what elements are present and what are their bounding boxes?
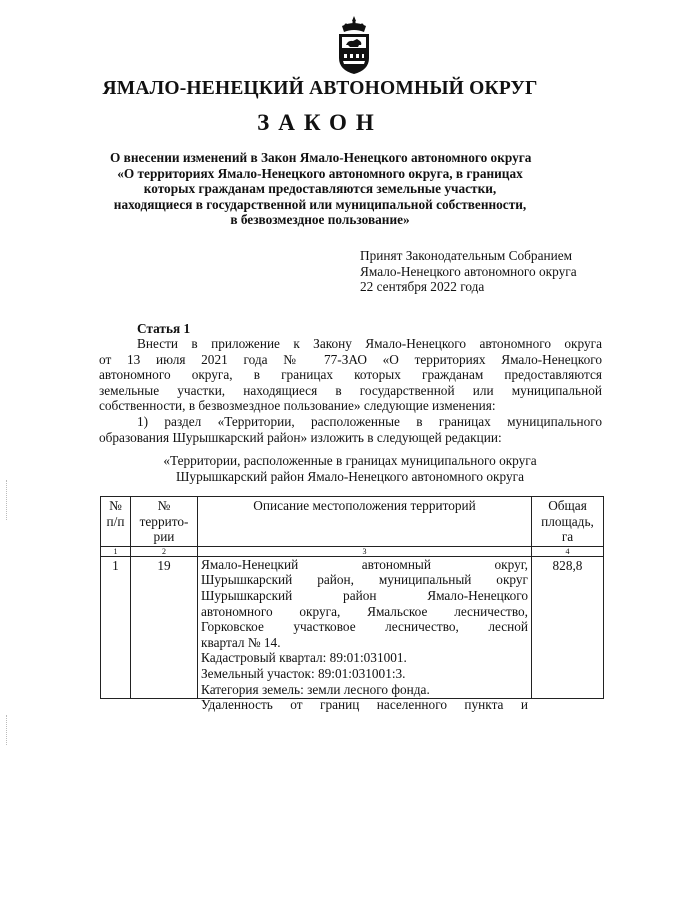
body-line: 1) раздел «Территории, расположенные в границах муниципального [137,413,602,429]
territories-table [100,496,604,713]
column-number: 3 [198,546,532,556]
caption-line: «Территории, расположенные в границах муниципального округа [163,453,537,468]
header-cell: № террито- рии [131,497,198,547]
law-subject [110,150,530,228]
subject-line: О внесении изменений в Закон Ямало-Ненецкого автономного округа [110,150,532,165]
column-number: 1 [101,546,131,556]
header-cell: Общая площадь, га [532,497,604,547]
body-line: автономного округа, в границах которых гражданам предоставляются [99,367,602,383]
body-line: собственности, в безвозмездное пользование» следующие изменения: [99,398,496,414]
scan-margin-mark [6,480,9,520]
header-cell: Описание местоположения территорий [198,497,532,547]
table-caption [0,453,700,484]
column-number: 2 [131,546,198,556]
territory-area: 828,8 [532,556,604,698]
subject-line: которых гражданам предоставляются земельные участки, [143,181,497,196]
scan-margin-mark [6,715,9,745]
column-number-row [101,546,604,556]
column-number: 4 [532,546,604,556]
body-line: от 13 июля 2021 года № 77-ЗАО «О территориях Ямало-Ненецкого [99,351,602,367]
adoption-line: Принят Законодательным Собранием [360,248,573,263]
article-body [99,336,602,445]
law-title: ЗАКОН [257,110,383,135]
adoption-note [360,248,577,295]
header-cell: № п/п [101,497,131,547]
row-number: 1 [101,556,131,698]
region-title: ЯМАЛО-НЕНЕЦКИЙ АВТОНОМНЫЙ ОКРУГ [102,78,538,99]
body-line: земельные участки, находящиеся в государственной или муниципальной [99,382,602,398]
adoption-date: 22 сентября 2022 года [360,279,485,294]
table-header-row [101,497,604,547]
article-title: Статья 1 [137,321,191,336]
territory-number: 19 [131,556,198,698]
subject-line: в безвозмездное пользование» [230,212,410,227]
territory-description: Ямало-Ненецкий автономный округ, Шурышкарский район, муниципальный округ Шурышкарский район Ямало-Ненецкого автономного округа, Ямальское лесничество, Горковское участковое лесничество, лесной квартал № 14. Кадастровый квартал: 89:01:031001. Земельный участок: 89:01:031001:3. Категория земель: земли лесного фонда. Удаленность от границ населенного пункта и [198,556,532,698]
body-line: Внести в приложение к Закону Ямало-Ненецкого автономного округа [137,336,602,351]
body-line: образования Шурышкарский район» изложить в следующей редакции: [99,429,502,445]
table-row [101,556,604,698]
adoption-line: Ямало-Ненецкого автономного округа [360,263,577,279]
subject-line: «О территориях Ямало-Ненецкого автономного округа, в границах [117,165,523,181]
coat-of-arms-icon [333,14,375,76]
subject-line: находящиеся в государственной или муниципальной собственности, [113,196,527,212]
caption-line: Шурышкарский район Ямало-Ненецкого автономного округа [176,468,524,484]
